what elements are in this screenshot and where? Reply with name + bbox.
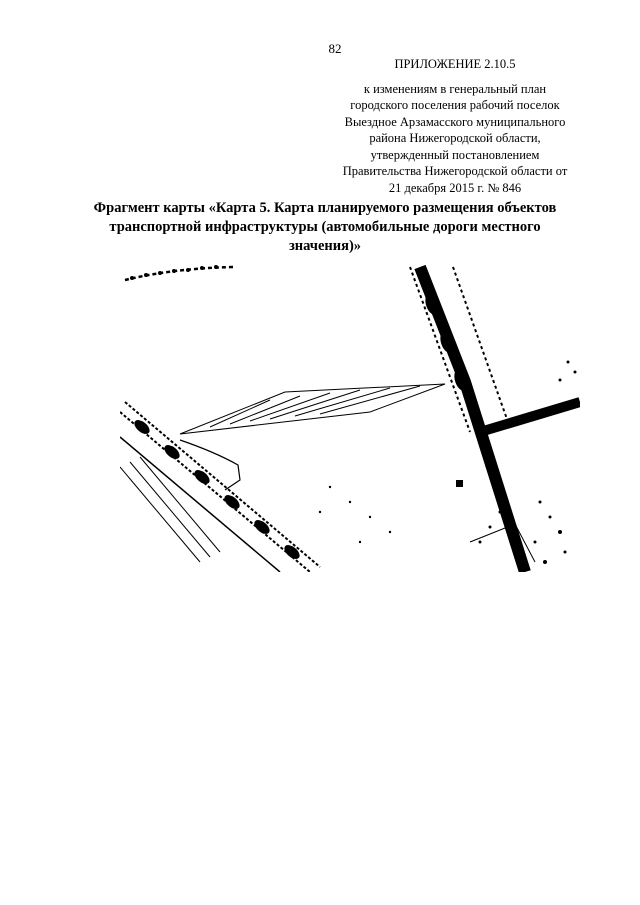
appendix-line: Правительства Нижегородской области от: [342, 164, 568, 178]
appendix-line: 21 декабря 2015 г. № 846: [388, 180, 522, 195]
map-drawing: [120, 262, 580, 572]
appendix-line: Выездное Арзамасского муниципального: [344, 114, 566, 129]
appendix-line: района Нижегородской области,: [369, 131, 541, 145]
map-road-arc: [125, 267, 235, 280]
map-building-outline: [180, 440, 240, 490]
map-hatch-lines: [210, 386, 420, 427]
appendix-title: ПРИЛОЖЕНИЕ 2.10.5: [394, 57, 516, 71]
map-square-marker: [456, 480, 463, 487]
map-diagonal-road: [120, 402, 320, 572]
appendix-line: городского поселения рабочий поселок: [350, 98, 560, 112]
map-fragment: [120, 262, 580, 572]
appendix-line: к изменениям в генеральный план: [363, 81, 547, 96]
page-number: 82: [328, 41, 342, 56]
document-title: Фрагмент карты «Карта 5. Карта планируемого размещения объектов транспортной инфраструктуры (автомобильные дороги местного значения)»: [93, 200, 557, 254]
map-branch-road: [480, 402, 580, 432]
map-hatched-area: [180, 384, 445, 434]
appendix-line: утвержденный постановлением: [370, 147, 540, 162]
appendix-block: [320, 56, 590, 196]
